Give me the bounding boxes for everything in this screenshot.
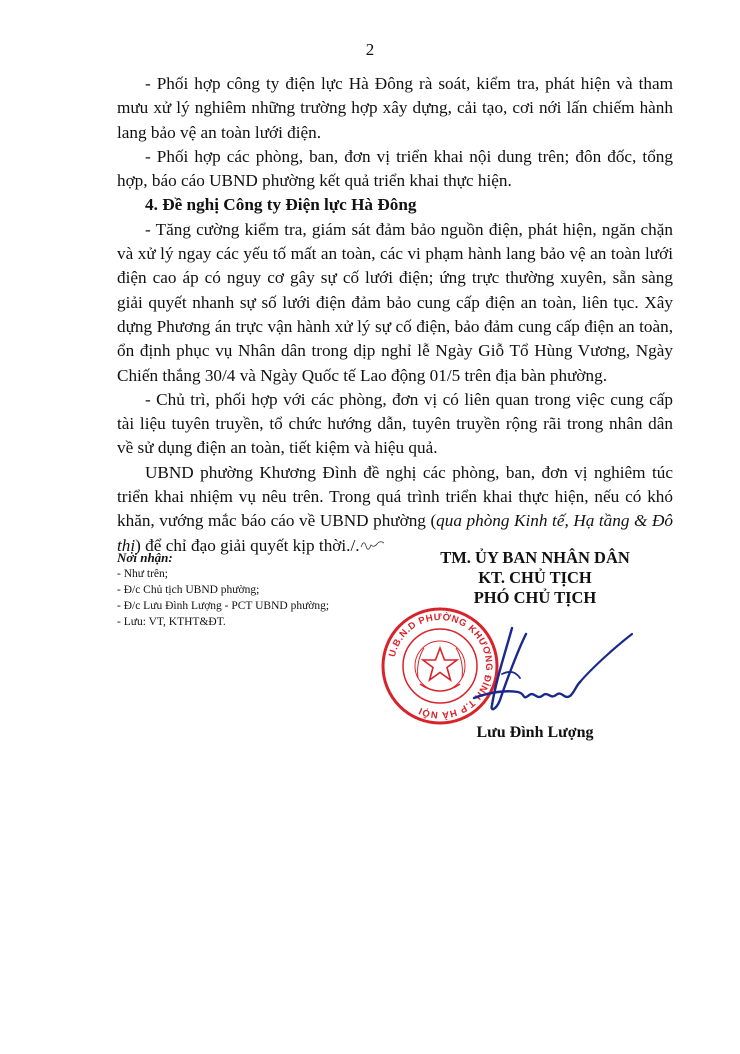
section-heading-4: 4. Đề nghị Công ty Điện lực Hà Đông (145, 195, 417, 215)
signature-block (395, 548, 675, 608)
signature-title-line2: KT. CHỦ TỊCH (478, 568, 592, 587)
signature-title-line3: PHÓ CHỦ TỊCH (473, 588, 597, 607)
recipient-item: - Lưu: VT, KTHT&ĐT. (117, 616, 226, 628)
paragraph-strengthen-inspection: - Tăng cường kiểm tra, giám sát đảm bảo nguồn điện, phát hiện, ngăn chặn và xử lý ngay các yếu tố mất an toàn, các vi phạm hành lang bảo vệ an toàn lưới điện cao áp có nguy cơ gây sự cố lưới điện; ứng trực thường xuyên, sẵn sàng giải quyết nhanh sự số lưới điện đảm bảo cung cấp điện an toàn, liên tục. Xây dựng Phương án trực vận hành xử lý sự cố điện, bảo đảm cung cấp điện an toàn, ổn định phục vụ Nhân dân trong dịp nghỉ lễ Ngày Giỗ Tổ Hùng Vương, Ngày Chiến thắng 30/4 và Ngày Quốc tế Lao động 01/5 trên địa bàn phường. (117, 219, 673, 385)
signature-title-line1: TM. ỦY BAN NHÂN DÂN (440, 548, 630, 567)
handwritten-signature (466, 620, 636, 720)
recipients-title: Nơi nhận: (117, 550, 173, 565)
recipient-item: - Như trên; (117, 568, 168, 580)
recipient-item: - Đ/c Lưu Đình Lượng - PCT UBND phường; (117, 600, 330, 612)
paragraph-propaganda: - Chủ trì, phối hợp với các phòng, đơn vị có liên quan trong việc cung cấp tài liệu tuyên truyền, tổ chức hướng dẫn, tuyên truyền rộng rãi trong nhân dân về sử dụng điện an toàn, tiết kiệm và hiệu quả. (117, 389, 673, 458)
signer-name: Lưu Đình Lượng (476, 724, 594, 741)
closing-text-after: ) để chỉ đạo giải quyết kịp thời./. (135, 535, 360, 555)
recipient-item: - Đ/c Chủ tịch UBND phường; (117, 584, 260, 596)
svg-text:U.B.N.D PHƯỜNG KHƯƠNG ĐÌNH T.P: U.B.N.D PHƯỜNG KHƯƠNG ĐÌNH T.P HÀ NỘI (386, 611, 495, 721)
paragraph-review-violations: - Phối hợp công ty điện lực Hà Đông rà soát, kiểm tra, phát hiện và tham mưu xử lý nghiêm những trường hợp xây dựng, cải tạo, cơi nới lấn chiếm hành lang bảo vệ an toàn lưới điện. (117, 74, 673, 142)
paragraph-closing (117, 461, 673, 558)
page-number: 2 (365, 40, 375, 59)
document-body (117, 72, 673, 558)
recipients-block (117, 550, 417, 630)
closing-text-italic: qua phòng Kinh tế, Hạ tầng & Đô thị (117, 511, 673, 555)
closing-text-before: UBND phường Khương Đình đề nghị các phòng, ban, đơn vị nghiêm túc triển khai nhiệm vụ nêu trên. Trong quá trình triển khai thực hiện, nếu có khó khăn, vướng mắc báo cáo về UBND phường ( (117, 462, 673, 531)
paragraph-coordinate-report: - Phối hợp các phòng, ban, đơn vị triển khai nội dung trên; đôn đốc, tổng hợp, báo cáo UBND phường kết quả triển khai thực hiện. (117, 146, 673, 191)
initial-mark (360, 537, 386, 551)
